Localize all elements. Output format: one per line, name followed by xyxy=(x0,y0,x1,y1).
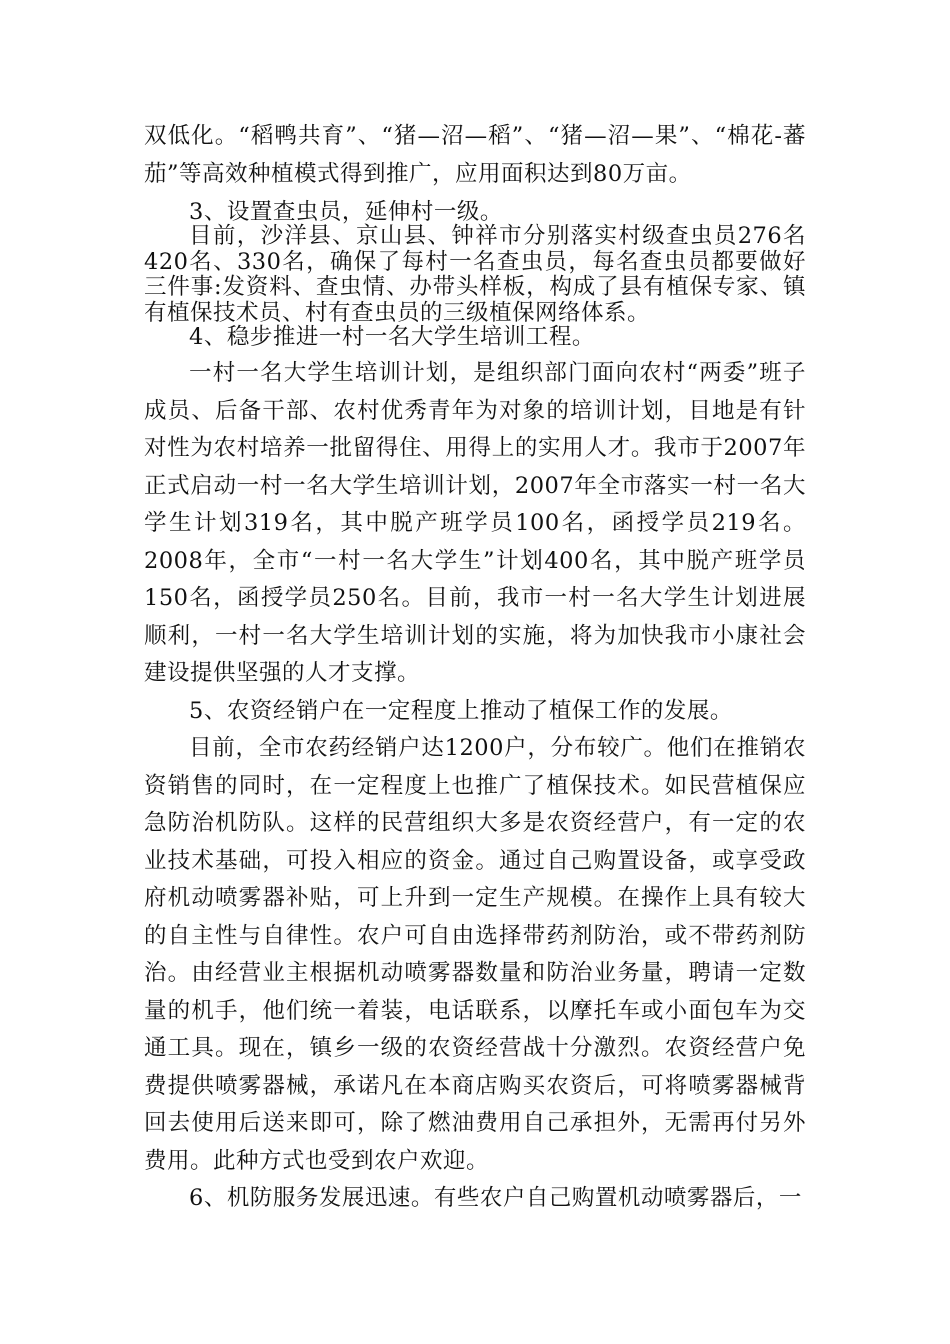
section-heading-3: 3、设置查虫员，延伸村一级。 xyxy=(189,199,503,225)
paragraph-continuation: 双低化。“稻鸭共育”、“猪—沼—稻”、“猪—沼—果”、“棉花-蕃茄”等高效种植模式得到推广，应用面积达到80万亩。 xyxy=(144,123,806,187)
paragraph-university-program: 一村一名大学生培训计划，是组织部门面向农村“两委”班子成员、后备干部、农村优秀青年为对象的培训计划，目地是有针对性为农村培养一批留得住、用得上的实用人才。我市于2007年正式启动一村一名大学生培训计划，2007年全市落实一村一名大学生计划319名，其中脱产班学员100名，函授学员219名。2008年，全市“一村一名大学生”计划400名，其中脱产班学员150名，函授学员250名。目前，我市一村一名大学生计划进展顺利，一村一名大学生培训计划的实施，将为加快我市小康社会建设提供坚强的人才支撑。 xyxy=(144,360,806,686)
paragraph-inspectors: 目前，沙洋县、京山县、钟祥市分别落实村级查虫员276名420名、330名，确保了每村一名查虫员，每名查虫员都要做好三件事:发资料、查虫情、办带头样板，构成了县有植保专家、镇有植保技术员、村有查虫员的三级植保网络体系。 xyxy=(144,223,806,326)
paragraph-dealers: 目前，全市农药经销户达1200户，分布较广。他们在推销农资销售的同时，在一定程度上也推广了植保技术。如民营植保应急防治机防队。这样的民营组织大多是农资经营户，有一定的农业技术基础，可投入相应的资金。通过自己购置设备，或享受政府机动喷雾器补贴，可上升到一定生产规模。在操作上具有较大的自主性与自律性。农户可自由选择带药剂防治，或不带药剂防治。由经营业主根据机动喷雾器数量和防治业务量，聘请一定数量的机手，他们统一着装，电话联系，以摩托车或小面包车为交通工具。现在，镇乡一级的农资经营战十分激烈。农资经营户免费提供喷雾器械，承诺凡在本商店购买农资后，可将喷雾器械背回去使用后送来即可，除了燃油费用自己承担外，无需再付另外费用。此种方式也受到农户欢迎。 xyxy=(144,735,806,1174)
section-heading-5: 5、农资经销户在一定程度上推动了植保工作的发展。 xyxy=(189,698,733,724)
section-heading-6: 6、机防服务发展迅速。有些农户自己购置机动喷雾器后，一 xyxy=(189,1185,802,1211)
section-heading-4: 4、稳步推进一村一名大学生培训工程。 xyxy=(189,324,595,350)
